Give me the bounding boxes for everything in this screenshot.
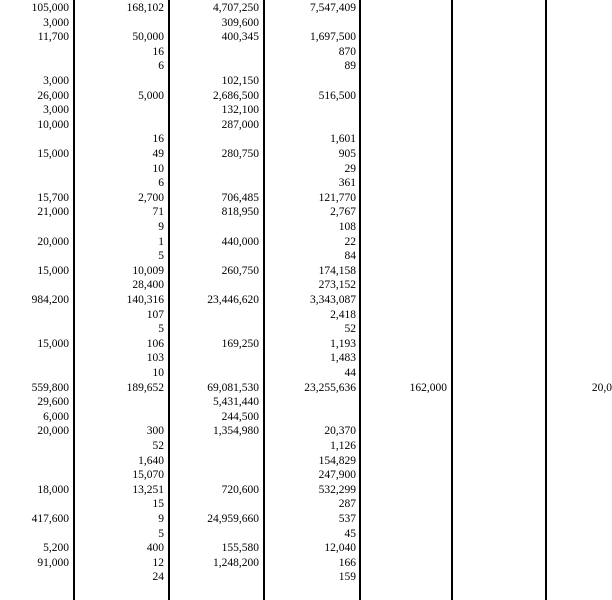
table-cell: 1,483	[330, 352, 356, 365]
table-row	[0, 483, 600, 498]
table-row	[0, 30, 600, 45]
table-cell: 260,750	[221, 264, 259, 277]
table-cell: 5,000	[138, 89, 164, 102]
table-cell: 818,950	[221, 206, 259, 219]
table-row	[0, 59, 600, 74]
table-cell: 174,158	[318, 264, 356, 277]
table-row	[0, 570, 600, 585]
table-row	[0, 16, 600, 31]
table-row	[0, 220, 600, 235]
table-cell: 15,000	[37, 148, 69, 160]
table-cell: 1,601	[330, 133, 356, 146]
table-cell: 15,700	[37, 191, 69, 204]
table-cell: 49	[152, 148, 164, 160]
table-cell: 706,485	[221, 191, 259, 204]
table-row	[0, 103, 600, 118]
table-cell: 5	[158, 323, 164, 336]
table-cell: 5	[158, 527, 164, 540]
table-cell: 361	[338, 177, 356, 190]
table-cell: 537	[338, 513, 356, 525]
table-row	[0, 541, 600, 556]
table-cell: 2,418	[330, 308, 356, 321]
table-cell: 984,200	[31, 294, 69, 306]
table-cell: 45	[344, 527, 356, 540]
table-cell: 2,700	[138, 191, 164, 204]
table-row	[0, 118, 600, 133]
table-cell: 20,000	[37, 235, 69, 248]
table-cell: 440,000	[221, 235, 259, 248]
table-cell: 15,000	[37, 337, 69, 350]
table-cell: 103	[146, 352, 164, 365]
table-cell: 20,0	[591, 381, 612, 394]
table-cell: 28,400	[132, 279, 164, 292]
table-cell: 23,446,620	[207, 294, 259, 306]
table-row	[0, 89, 600, 104]
table-cell: 44	[344, 367, 356, 379]
table-cell: 16	[152, 133, 164, 146]
table-cell: 23,255,636	[304, 381, 356, 394]
table-cell: 417,600	[31, 513, 69, 525]
table-cell: 1,126	[330, 440, 356, 452]
table-row	[0, 45, 600, 60]
table-cell: 5	[158, 250, 164, 263]
table-cell: 84	[344, 250, 356, 263]
table-cell: 905	[338, 148, 356, 160]
table-cell: 5,431,440	[213, 396, 259, 409]
table-cell: 155,580	[221, 542, 259, 555]
table-cell: 121,770	[318, 191, 356, 204]
table-cell: 13,251	[132, 483, 164, 496]
table-cell: 168,102	[126, 2, 164, 14]
table-cell: 400,345	[221, 31, 259, 44]
table-cell: 18,000	[37, 483, 69, 496]
table-cell: 10,009	[132, 264, 164, 277]
table-cell: 3,343,087	[310, 294, 356, 306]
table-cell: 9	[158, 513, 164, 525]
table-cell: 29,600	[37, 396, 69, 409]
table-cell: 532,299	[318, 483, 356, 496]
table-cell: 244,500	[221, 410, 259, 423]
table-cell: 3,000	[43, 75, 69, 87]
table-cell: 52	[152, 440, 164, 452]
table-row	[0, 468, 600, 483]
table-cell: 11,700	[37, 31, 69, 44]
table-cell: 247,900	[318, 469, 356, 482]
table-cell: 189,652	[126, 381, 164, 394]
table-row	[0, 410, 600, 425]
table-cell: 21,000	[37, 206, 69, 219]
table-cell: 1,640	[138, 454, 164, 467]
table-cell: 1,697,500	[310, 31, 356, 44]
table-cell: 2,767	[330, 206, 356, 219]
table-row	[0, 497, 600, 512]
table-row	[0, 278, 600, 293]
table-cell: 287	[338, 498, 356, 511]
table-cell: 22	[344, 235, 356, 248]
table-cell: 3,000	[43, 16, 69, 29]
table-cell: 29	[344, 162, 356, 175]
table-cell: 132,100	[221, 104, 259, 117]
table-row	[0, 366, 600, 381]
table-row	[0, 264, 600, 279]
table-cell: 309,600	[221, 16, 259, 29]
table-row	[0, 556, 600, 571]
table-cell: 12	[152, 556, 164, 569]
table-row	[0, 249, 600, 264]
table-row	[0, 308, 600, 323]
table-cell: 154,829	[318, 454, 356, 467]
table-cell: 3,000	[43, 104, 69, 117]
table-cell: 20,000	[37, 425, 69, 438]
table-cell: 52	[344, 323, 356, 336]
table-cell: 2,686,500	[213, 89, 259, 102]
table-cell: 400	[146, 542, 164, 555]
table-cell: 4,707,250	[213, 2, 259, 14]
table-row	[0, 235, 600, 250]
table-row	[0, 424, 600, 439]
table-cell: 106	[146, 337, 164, 350]
table-cell: 108	[338, 221, 356, 233]
table-cell: 24,959,660	[207, 513, 259, 525]
table-row	[0, 176, 600, 191]
table-cell: 300	[146, 425, 164, 438]
table-cell: 10,000	[37, 118, 69, 131]
table-cell: 1	[158, 235, 164, 248]
table-row	[0, 74, 600, 89]
table-cell: 50,000	[132, 31, 164, 44]
table-cell: 15,070	[132, 469, 164, 482]
table-cell: 71	[152, 206, 164, 219]
table-row	[0, 162, 600, 177]
table-cell: 6	[158, 177, 164, 190]
table-cell: 516,500	[318, 89, 356, 102]
table-cell: 91,000	[37, 556, 69, 569]
table-row	[0, 132, 600, 147]
table-row	[0, 351, 600, 366]
table-row	[0, 191, 600, 206]
table-cell: 6	[158, 60, 164, 73]
table-row	[0, 439, 600, 454]
table-row	[0, 147, 600, 162]
table-cell: 105,000	[31, 2, 69, 14]
table-cell: 6,000	[43, 410, 69, 423]
table-cell: 7,547,409	[310, 2, 356, 14]
table-cell: 12,040	[324, 542, 356, 555]
table-cell: 287,000	[221, 118, 259, 131]
table-cell: 1,354,980	[213, 425, 259, 438]
table-cell: 1,193	[330, 337, 356, 350]
table-cell: 5,200	[43, 542, 69, 555]
table-cell: 26,000	[37, 89, 69, 102]
table-cell: 169,250	[221, 337, 259, 350]
table-cell: 69,081,530	[207, 381, 259, 394]
table-cell: 89	[344, 60, 356, 73]
table-row	[0, 527, 600, 542]
table-row	[0, 337, 600, 352]
table-row	[0, 454, 600, 469]
table-row	[0, 205, 600, 220]
table-cell: 1,248,200	[213, 556, 259, 569]
table-row	[0, 293, 600, 308]
table-cell: 9	[158, 221, 164, 233]
table-row	[0, 381, 612, 396]
table-cell: 102,150	[221, 75, 259, 87]
table-cell: 273,152	[318, 279, 356, 292]
table-cell: 15	[152, 498, 164, 511]
table-row	[0, 395, 600, 410]
table-cell: 280,750	[221, 148, 259, 160]
table-cell: 159	[338, 571, 356, 584]
table-cell: 24	[152, 571, 164, 584]
table-cell: 166	[338, 556, 356, 569]
table-cell: 10	[152, 162, 164, 175]
table-row	[0, 512, 600, 527]
table-cell: 15,000	[37, 264, 69, 277]
table-cell: 559,800	[31, 381, 69, 394]
table-cell: 16	[152, 45, 164, 58]
table-row	[0, 1, 600, 16]
table-cell: 107	[146, 308, 164, 321]
table-cell: 720,600	[221, 483, 259, 496]
table-cell: 162,000	[409, 381, 447, 394]
table-cell: 20,370	[324, 425, 356, 438]
table-cell: 870	[338, 45, 356, 58]
table-cell: 10	[152, 367, 164, 379]
table-row	[0, 322, 600, 337]
table-cell: 140,316	[126, 294, 164, 306]
